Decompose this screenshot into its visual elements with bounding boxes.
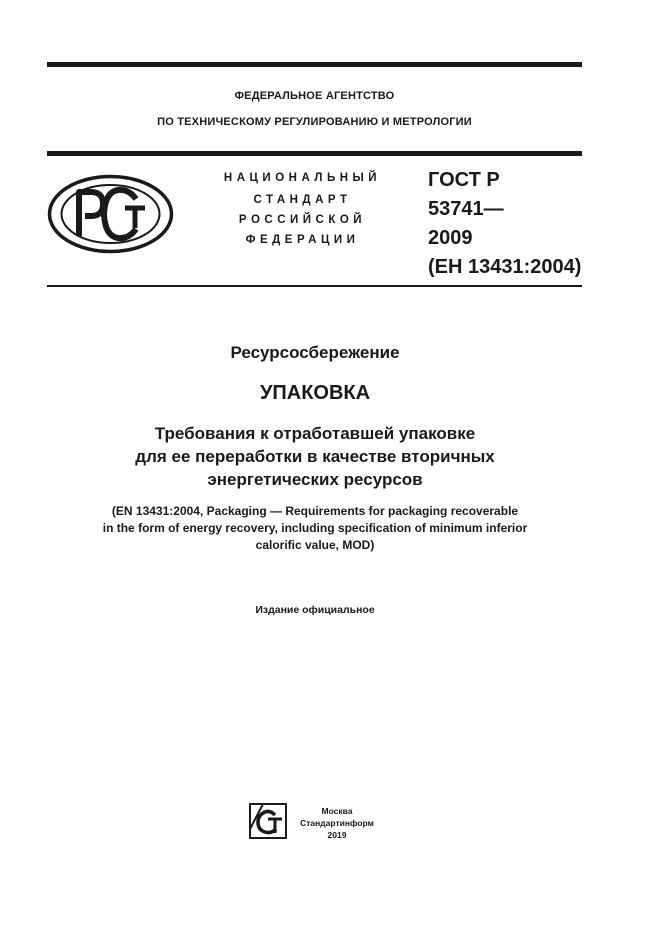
subject-title: Ресурсосбережение <box>230 343 400 362</box>
standard-label-line-4: ФЕДЕРАЦИИ <box>245 234 360 246</box>
rst-logo-icon <box>47 174 174 254</box>
publisher-name: Стандартинформ <box>300 818 374 828</box>
title-line-3: энергетических ресурсов <box>207 470 423 489</box>
designation-line-4: (ЕН 13431:2004) <box>428 256 582 278</box>
designation-line-1: ГОСТ Р <box>428 169 500 191</box>
title-line-2: для ее переработки в качестве вторичных <box>135 447 495 466</box>
standard-label-line-3: РОССИЙСКОЙ <box>238 214 367 226</box>
main-heading: УПАКОВКА <box>259 382 371 404</box>
agency-line-1: ФЕДЕРАЛЬНОЕ АГЕНТСТВО <box>234 90 395 102</box>
header-bottom-rule <box>47 285 582 287</box>
english-title-line-1: (EN 13431:2004, Packaging — Requirements for packaging recoverable <box>111 504 519 518</box>
title-line-1: Требования к отработавшей упаковке <box>154 424 476 443</box>
document-title <box>40 422 590 491</box>
english-title <box>40 503 590 554</box>
english-title-line-2: in the form of energy recovery, including specification of minimum inferior <box>102 521 528 535</box>
middle-rule <box>47 151 582 156</box>
standard-label-line-1: НАЦИОНАЛЬНЫЙ <box>223 172 382 184</box>
designation-line-3: 2009 <box>428 227 473 249</box>
publisher-logo-icon <box>249 803 287 839</box>
agency-line-2: ПО ТЕХНИЧЕСКОМУ РЕГУЛИРОВАНИЮ И МЕТРОЛОГИИ <box>157 116 472 128</box>
publication-year: 2019 <box>327 830 347 840</box>
publisher-city: Москва <box>321 806 353 816</box>
english-title-line-3: calorific value, MOD) <box>255 538 375 552</box>
standard-label-line-2: СТАНДАРТ <box>253 194 352 206</box>
edition-label: Издание официальное <box>255 604 375 616</box>
top-rule <box>47 62 582 67</box>
designation-line-2: 53741— <box>428 198 504 220</box>
